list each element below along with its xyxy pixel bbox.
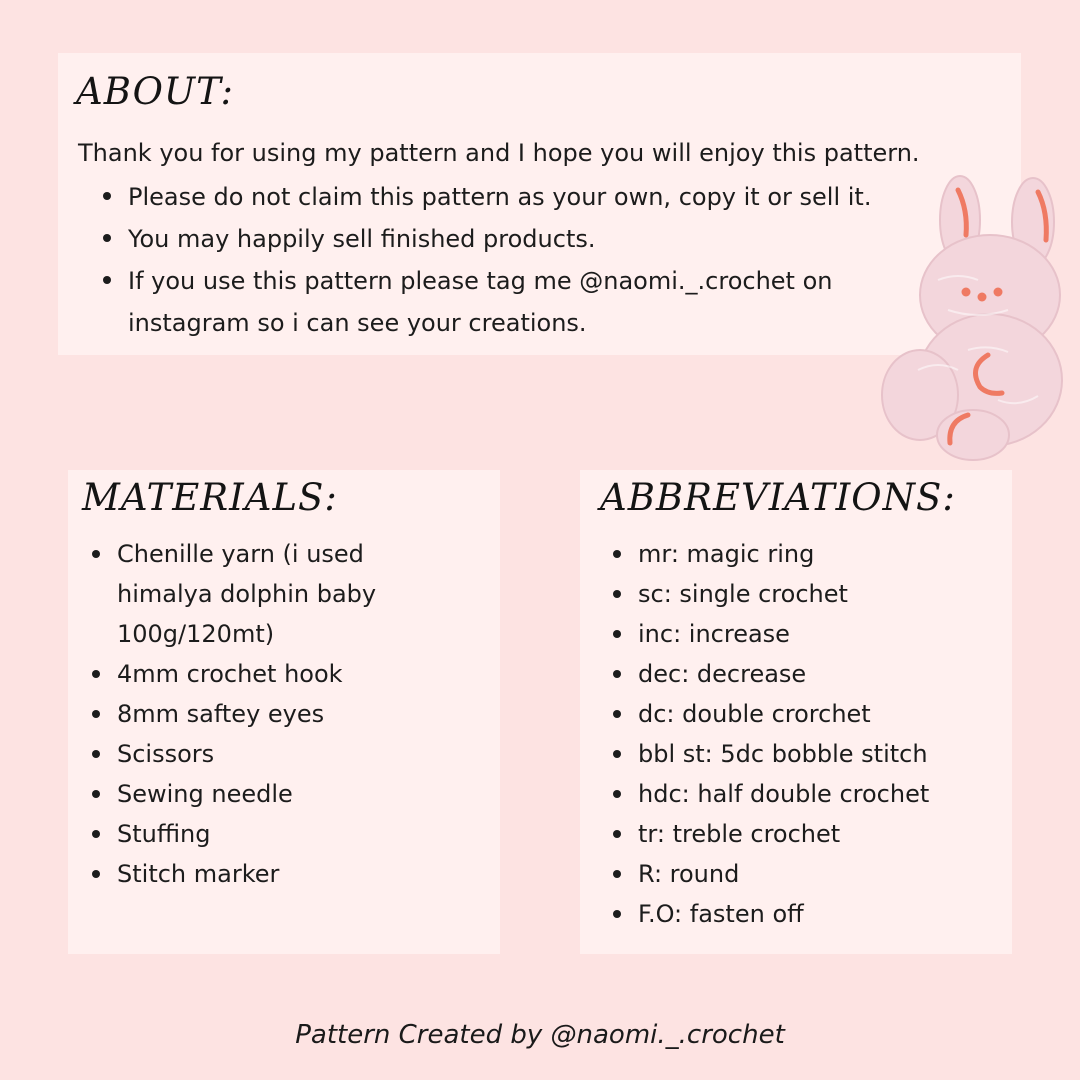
abbreviation-item: dc: double crorchet xyxy=(638,694,998,734)
material-item: Stuffing xyxy=(117,814,457,854)
abbreviation-item: bbl st: 5dc bobble stitch xyxy=(638,734,998,774)
abbreviation-item: F.O: fasten off xyxy=(638,894,998,934)
about-item: You may happily sell finished products. xyxy=(128,218,928,260)
bunny-body xyxy=(882,176,1062,460)
abbreviation-item: hdc: half double crochet xyxy=(638,774,998,814)
abbreviation-item: sc: single crochet xyxy=(638,574,998,614)
material-item: Sewing needle xyxy=(117,774,457,814)
material-item: 4mm crochet hook xyxy=(117,654,457,694)
abbreviation-item: dec: decrease xyxy=(638,654,998,694)
abbreviation-item: mr: magic ring xyxy=(638,534,998,574)
abbreviations-heading: ABBREVIATIONS: xyxy=(600,476,956,519)
abbreviation-item: R: round xyxy=(638,854,998,894)
abbreviations-list xyxy=(638,534,998,934)
abbreviation-item: inc: increase xyxy=(638,614,998,654)
about-intro: Thank you for using my pattern and I hope you will enjoy this pattern. xyxy=(78,139,920,167)
material-item: Stitch marker xyxy=(117,854,457,894)
material-item: Chenille yarn (i used himalya dolphin baby 100g/120mt) xyxy=(117,534,397,654)
about-heading: ABOUT: xyxy=(76,70,234,113)
about-item: Please do not claim this pattern as your own, copy it or sell it. xyxy=(128,176,928,218)
materials-heading: MATERIALS: xyxy=(82,476,338,519)
footer-credit: Pattern Created by @naomi._.crochet xyxy=(295,1020,785,1050)
abbreviation-item: tr: treble crochet xyxy=(638,814,998,854)
materials-list xyxy=(117,534,457,894)
material-item: Scissors xyxy=(117,734,457,774)
about-list xyxy=(128,176,928,344)
about-item: If you use this pattern please tag me @naomi._.crochet on instagram so i can see your creations. xyxy=(128,260,888,344)
bunny-illustration xyxy=(878,170,1068,470)
material-item: 8mm saftey eyes xyxy=(117,694,457,734)
